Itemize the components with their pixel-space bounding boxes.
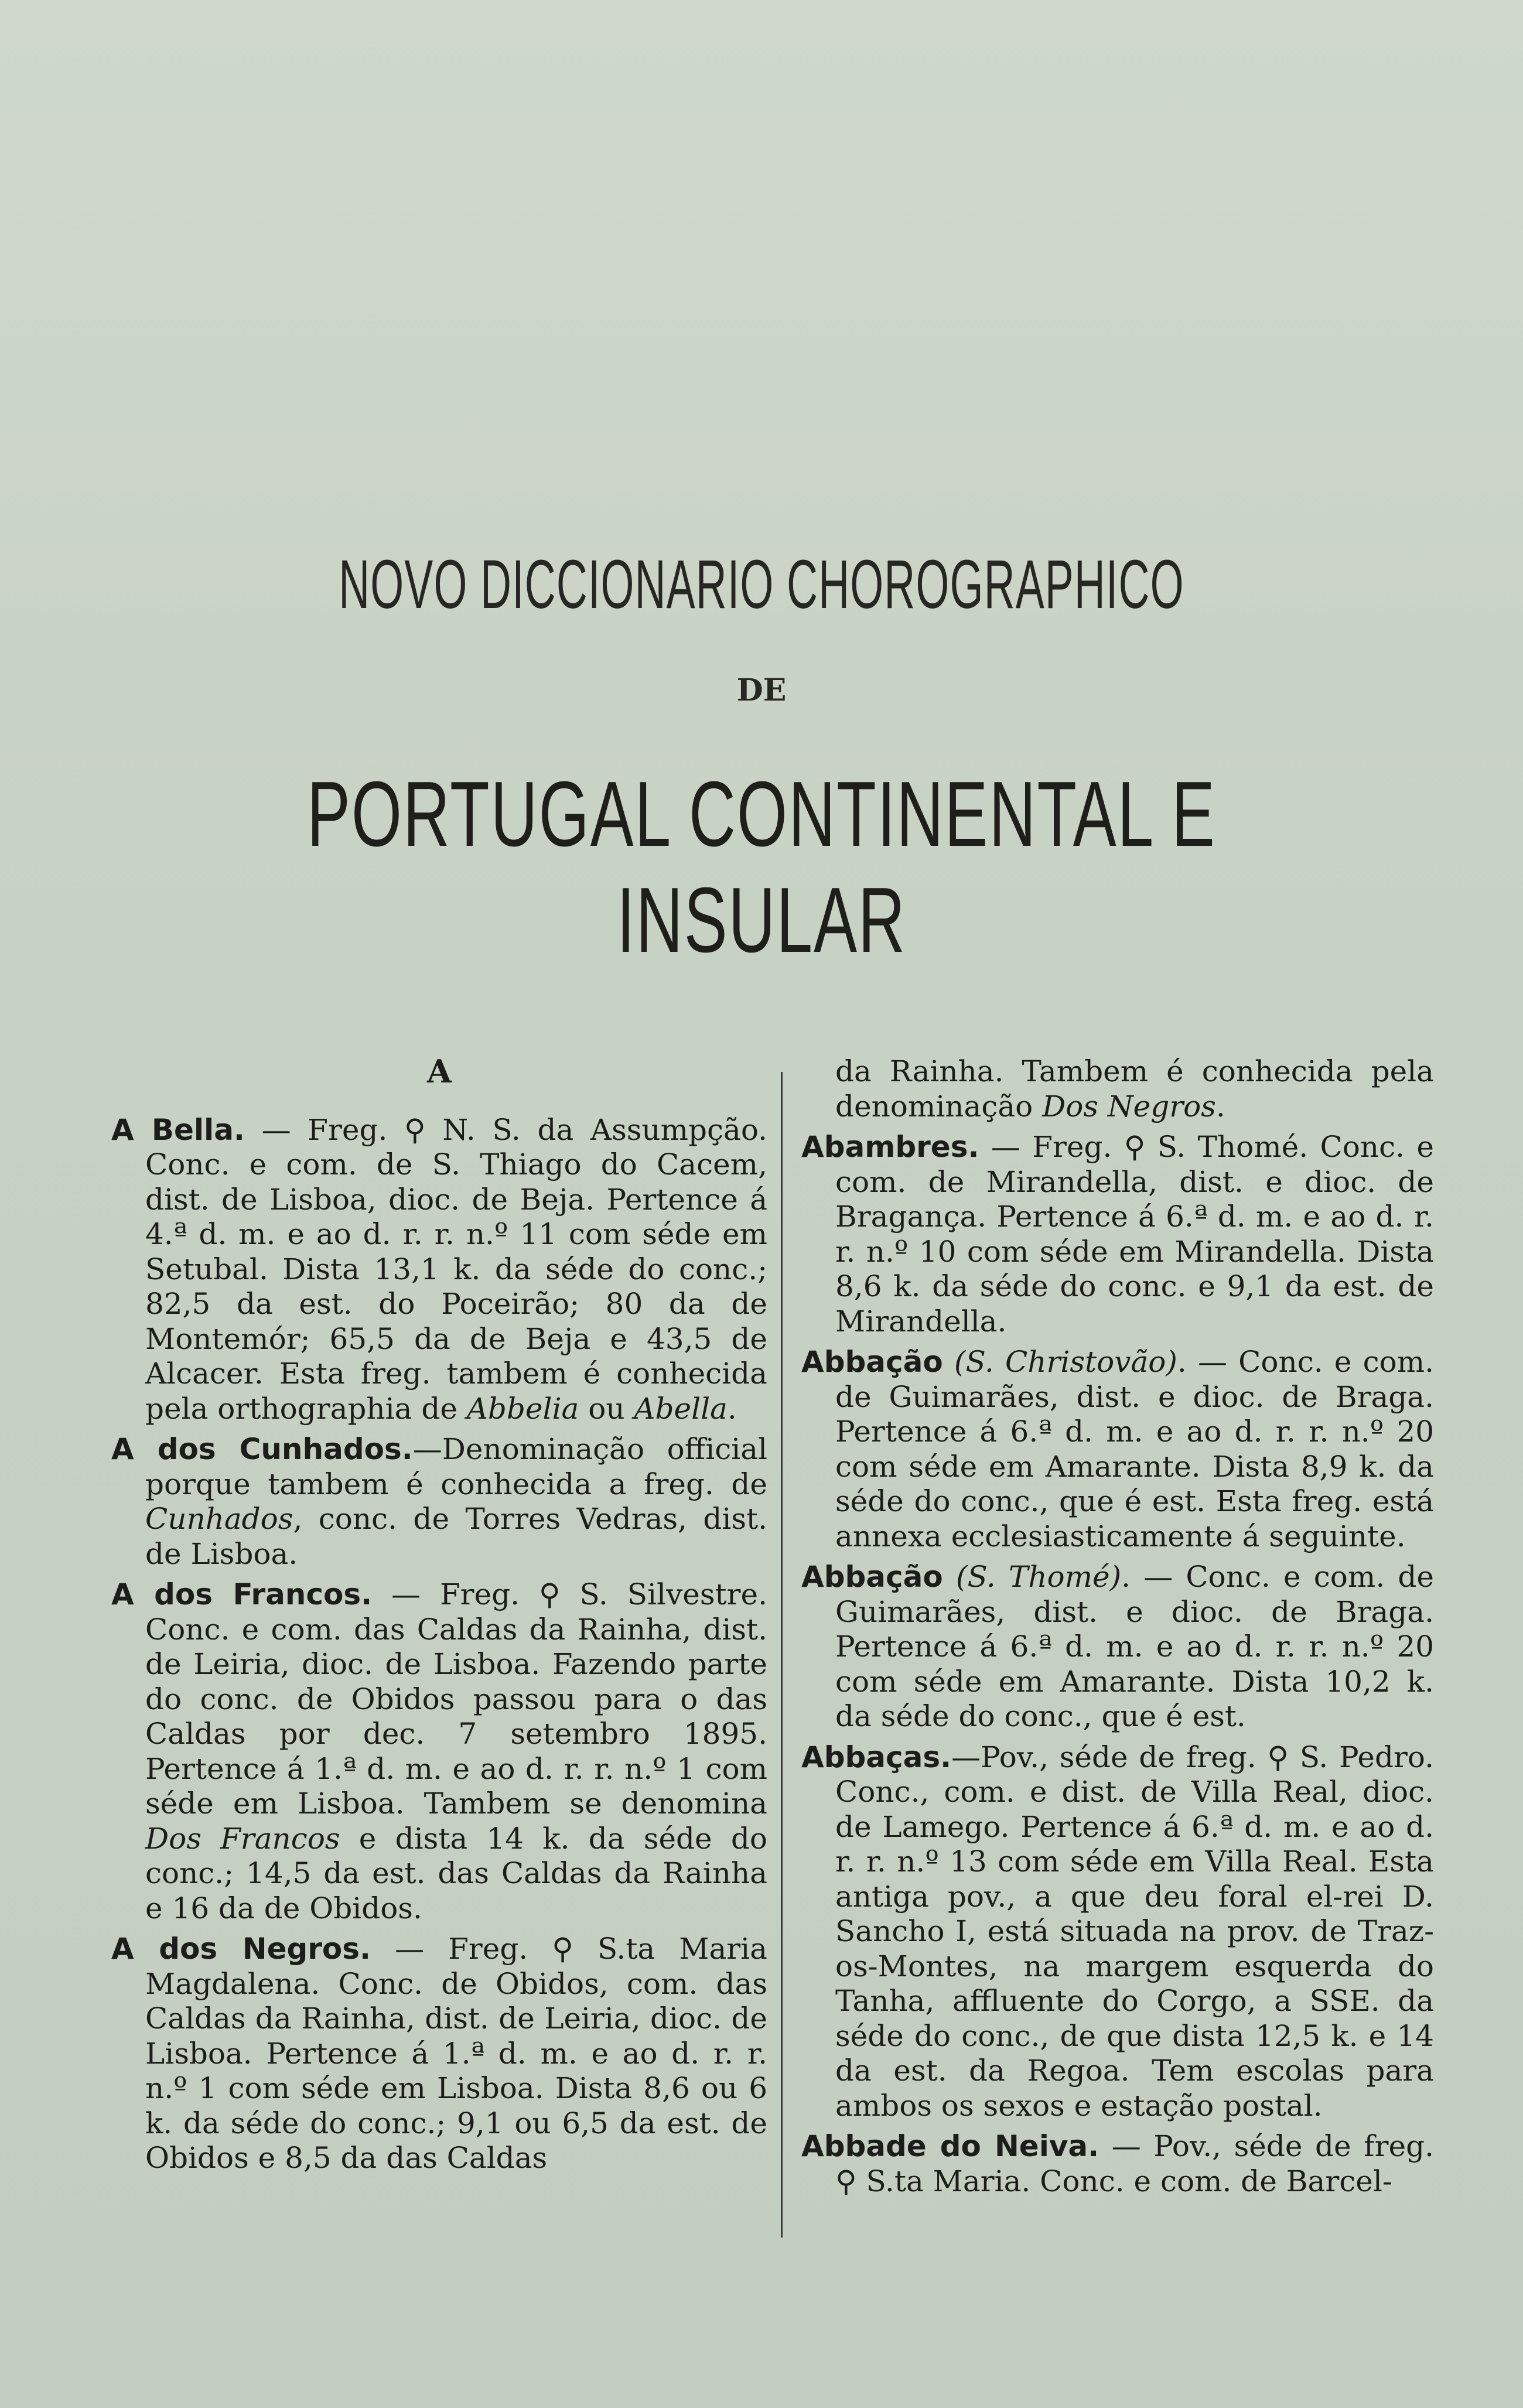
entry-a-dos-cunhados — [111, 1432, 767, 1572]
entry-text: . — [727, 1391, 737, 1426]
entry-abbade-do-neiva — [801, 2129, 1434, 2199]
entry-italic: Dos Negros — [1042, 1089, 1216, 1123]
entry-italic: (S. Thomé) — [955, 1560, 1122, 1594]
section-letter: A — [427, 1053, 452, 1090]
entry-text: . — [1215, 1089, 1225, 1123]
entry-continuation — [801, 1054, 1434, 1124]
entry-headword: Abbação — [801, 1345, 943, 1379]
entry-headword: A dos Negros. — [111, 1932, 371, 1966]
column-divider — [781, 1072, 783, 2238]
left-column — [111, 1054, 767, 2182]
entry-text: ou — [579, 1391, 634, 1426]
entry-abbacao-thome — [801, 1560, 1434, 1734]
entry-text: — Pov., séde de freg. ⚲ S.ta Maria. Conc. e com. de Barcel- — [835, 2129, 1434, 2198]
entry-italic: Cunhados — [145, 1502, 293, 1536]
entry-text: — Freg. ⚲ S. Thomé. Conc. e com. de Mirandella, dist. e dioc. de Bragança. Pertence á 6.ª d. m. e ao d. r. r. n.º 10 com séde em Mirandella. Dista 8,6 k. da séde do conc. e 9,1 da est. de Mirandella. — [835, 1130, 1434, 1338]
entry-text: —Pov., séde de freg. ⚲ S. Pedro. Conc., com. e dist. de Villa Real, dioc. de Lamego. Pertence á 6.ª d. m. e ao d. r. r. n.º 13 com séde em Villa Real. Esta antiga pov., a que deu foral el-rei D. Sancho I, está situada na prov. de Traz-os-Montes, na margem esquerda do Tanha, affluente do Corgo, a SSE. da séde do conc., de que dista 12,5 k. e 14 da est. da Regoa. Tem escolas para ambos os sexos e estação postal. — [835, 1740, 1434, 2123]
entry-italic: Abella — [634, 1391, 728, 1426]
title-line-1: NOVO DICCIONARIO CHOROGRAPHICO — [339, 546, 1184, 623]
entry-italic: Dos Francos — [145, 1821, 340, 1856]
entry-text: — Freg. ⚲ N. S. da Assumpção. Conc. e com. de S. Thiago do Cacem, dist. de Lisboa, dioc. de Beja. Pertence á 4.ª d. m. e ao d. r. r. n.º 11 com séde em Setubal. Dista 13,1 k. da séde do conc.; 82,5 da est. do Poceirão; 80 da de Montemór; 65,5 da de Beja e 43,5 de Alcacer. Esta freg. tambem é conhecida pela orthographia de — [145, 1112, 767, 1426]
title-de: DE — [736, 672, 787, 708]
entry-a-dos-negros — [111, 1932, 767, 2176]
entry-text: — Freg. ⚲ S. Silvestre. Conc. e com. das Caldas da Rainha, dist. de Leiria, dioc. de Lisboa. Fazendo parte do conc. de Obidos passou para o das Caldas por dec. 7 setembro 1895. Pertence á 1.ª d. m. e ao d. r. r. n.º 1 com séde em Lisboa. Tambem se denomina — [145, 1577, 768, 1820]
entry-text: . — Conc. e com. de Guimarães, dist. e dioc. de Braga. Pertence á 6.ª d. m. e ao d. r. r. n.º 20 com séde em Amarante. Dista 8,9 k. da séde do conc., que é est. Esta freg. está annexa ecclesiasticamente á seguinte. — [835, 1345, 1434, 1553]
entry-text: —Denominação official porque tambem é conhecida a freg. de — [145, 1432, 767, 1501]
entry-text: . — Conc. e com. de Guimarães, dist. e dioc. de Braga. Pertence á 6.ª d. m. e ao d. r. r. n.º 20 com séde em Amarante. Dista 10,2 k. da séde do conc., que é est. — [835, 1560, 1434, 1733]
right-column — [801, 1054, 1434, 2205]
entry-headword: Abbaças. — [801, 1740, 952, 1774]
entry-headword: A Bella. — [111, 1112, 245, 1147]
entry-a-bella — [111, 1113, 767, 1427]
entry-italic: Abbelia — [466, 1391, 579, 1426]
entry-text: , conc. de Torres Vedras, dist. de Lisboa. — [145, 1502, 767, 1571]
entry-abambres — [801, 1130, 1434, 1339]
title-line-2: PORTUGAL CONTINENTAL E INSULAR — [307, 763, 1216, 972]
entry-a-dos-francos — [111, 1577, 767, 1926]
entry-italic: (S. Christovão) — [954, 1345, 1177, 1379]
entry-text: da Rainha. Tambem é conhecida pela denominação — [835, 1054, 1434, 1123]
entry-abbacas — [801, 1740, 1434, 2124]
entry-text: — Freg. ⚲ S.ta Maria Magdalena. Conc. de Obidos, com. das Caldas da Rainha, dist. de Leiria, dioc. de Lisboa. Pertence á 1.ª d. m. e ao d. r. r. n.º 1 com séde em Lisboa. Dista 8,6 ou 6 k. da séde do conc.; 9,1 ou 6,5 da est. de Obidos e 8,5 da das Caldas — [145, 1932, 767, 2175]
entry-abbacao-christovao — [801, 1345, 1434, 1554]
entry-headword: A dos Francos. — [111, 1577, 373, 1611]
entry-headword: Abbade do Neiva. — [801, 2129, 1099, 2163]
entry-headword: Abbação — [801, 1560, 943, 1594]
entry-headword: A dos Cunhados. — [111, 1432, 413, 1466]
entry-text: e dista 14 k. da séde do conc.; 14,5 da est. das Caldas da Rainha e 16 da de Obidos. — [145, 1821, 767, 1925]
entry-headword: Abambres. — [801, 1130, 979, 1164]
